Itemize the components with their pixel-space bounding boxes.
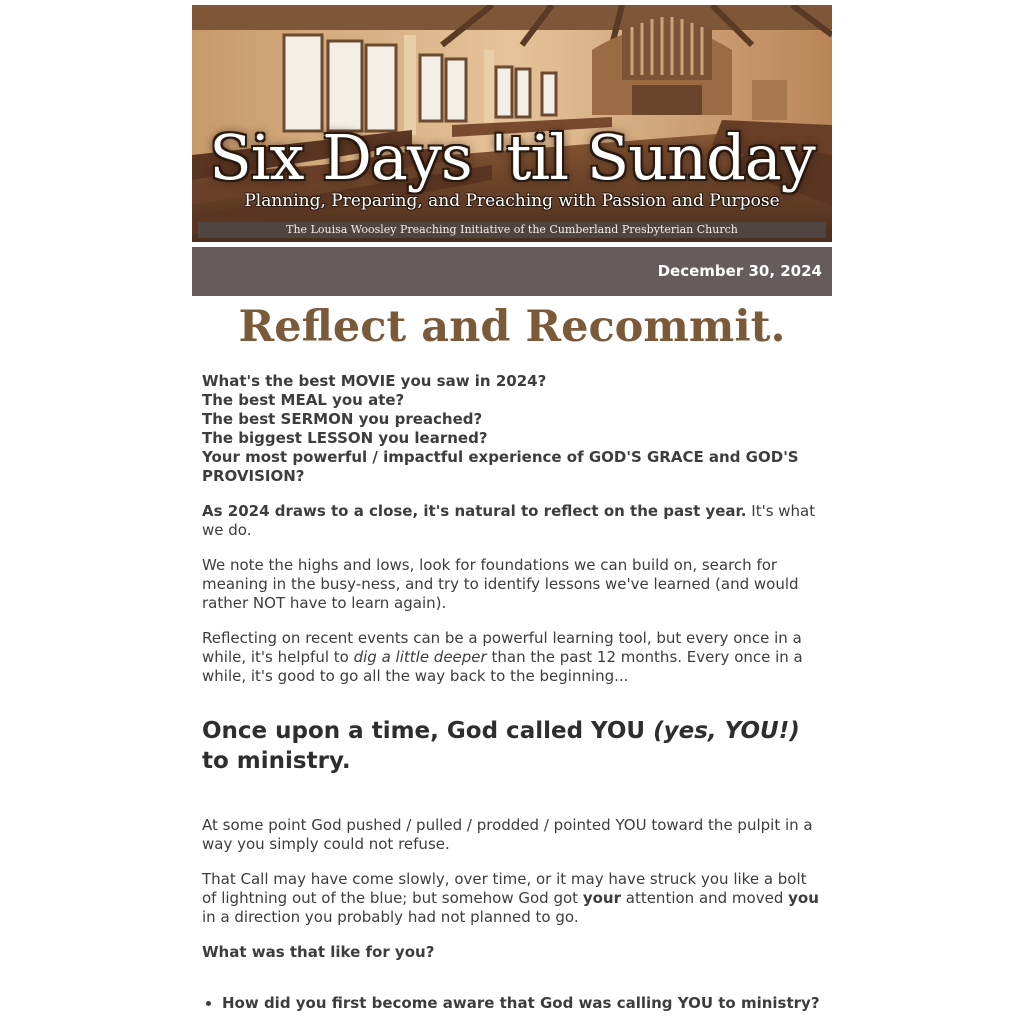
paragraph-dig-deeper-a: Reflecting on recent events can be a powerful learning tool, but every once in a while, it's helpful to [202,629,802,666]
paragraph-reflect [202,502,822,540]
newsletter [192,5,832,1013]
banner-organization: The Louisa Woosley Preaching Initiative of the Cumberland Presbyterian Church [198,222,826,238]
paragraph-dig-deeper-b: than the past 12 months. Every once in a while, it's good to go all the way back to the beginning... [202,648,803,685]
question-lesson: The biggest LESSON you learned? [202,429,488,447]
paragraph-highs-lows: We note the highs and lows, look for foundations we can build on, search for meaning in the busy-ness, and try to identify lessons we've learned (and would rather NOT have to learn again). [202,556,799,612]
section-heading-b: to ministry. [202,748,351,774]
paragraph-dig-deeper [202,629,822,686]
banner-title: Six Days 'til Sunday [209,121,815,194]
section-heading-italic: (yes, YOU!) [653,718,800,744]
issue-date: December 30, 2024 [657,262,822,280]
paragraph-that-call-bold-your: your [582,889,621,907]
paragraph-reflect-bold: As 2024 draws to a close, it's natural to reflect on the past year. [202,502,747,520]
date-bar [192,247,832,296]
question-sermon: The best SERMON you preached? [202,410,483,428]
paragraph-reflect-rest: It's what we do. [202,502,816,539]
headline: Reflect and Recommit. [238,302,786,352]
banner-subtitle: Planning, Preparing, and Preaching with Passion and Purpose [244,191,780,211]
paragraph-dig-deeper-italic: dig a little deeper [353,648,487,666]
question-meal: The best MEAL you ate? [202,391,405,409]
list-item: • How did you first become aware that God was calling YOU to ministry? [222,994,822,1013]
paragraph-what-was-that: What was that like for you? [202,943,435,961]
paragraph-that-call-bold-you: you [788,889,819,907]
paragraph-pushed-pulled: At some point God pushed / pulled / prodded / pointed YOU toward the pulpit in a way you simply could not refuse. [202,816,813,853]
paragraph-that-call-a: That Call may have come slowly, over time, or it may have struck you like a bolt of lightning out of the blue; but somehow God got [202,870,807,907]
paragraph-that-call-c: in a direction you probably had not planned to go. [202,908,579,926]
section-heading-calling [202,716,822,776]
paragraph-that-call-b: attention and moved [620,889,789,907]
question-movie: What's the best MOVIE you saw in 2024? [202,372,547,390]
section-heading-a: Once upon a time, God called YOU [202,718,654,744]
question-grace: Your most powerful / impactful experience of GOD'S GRACE and GOD'S PROVISION? [202,448,799,485]
article-body [192,372,832,1013]
header-banner [192,5,832,242]
question-list [202,372,822,486]
reflection-question-list [202,994,822,1013]
paragraph-that-call [202,870,822,927]
